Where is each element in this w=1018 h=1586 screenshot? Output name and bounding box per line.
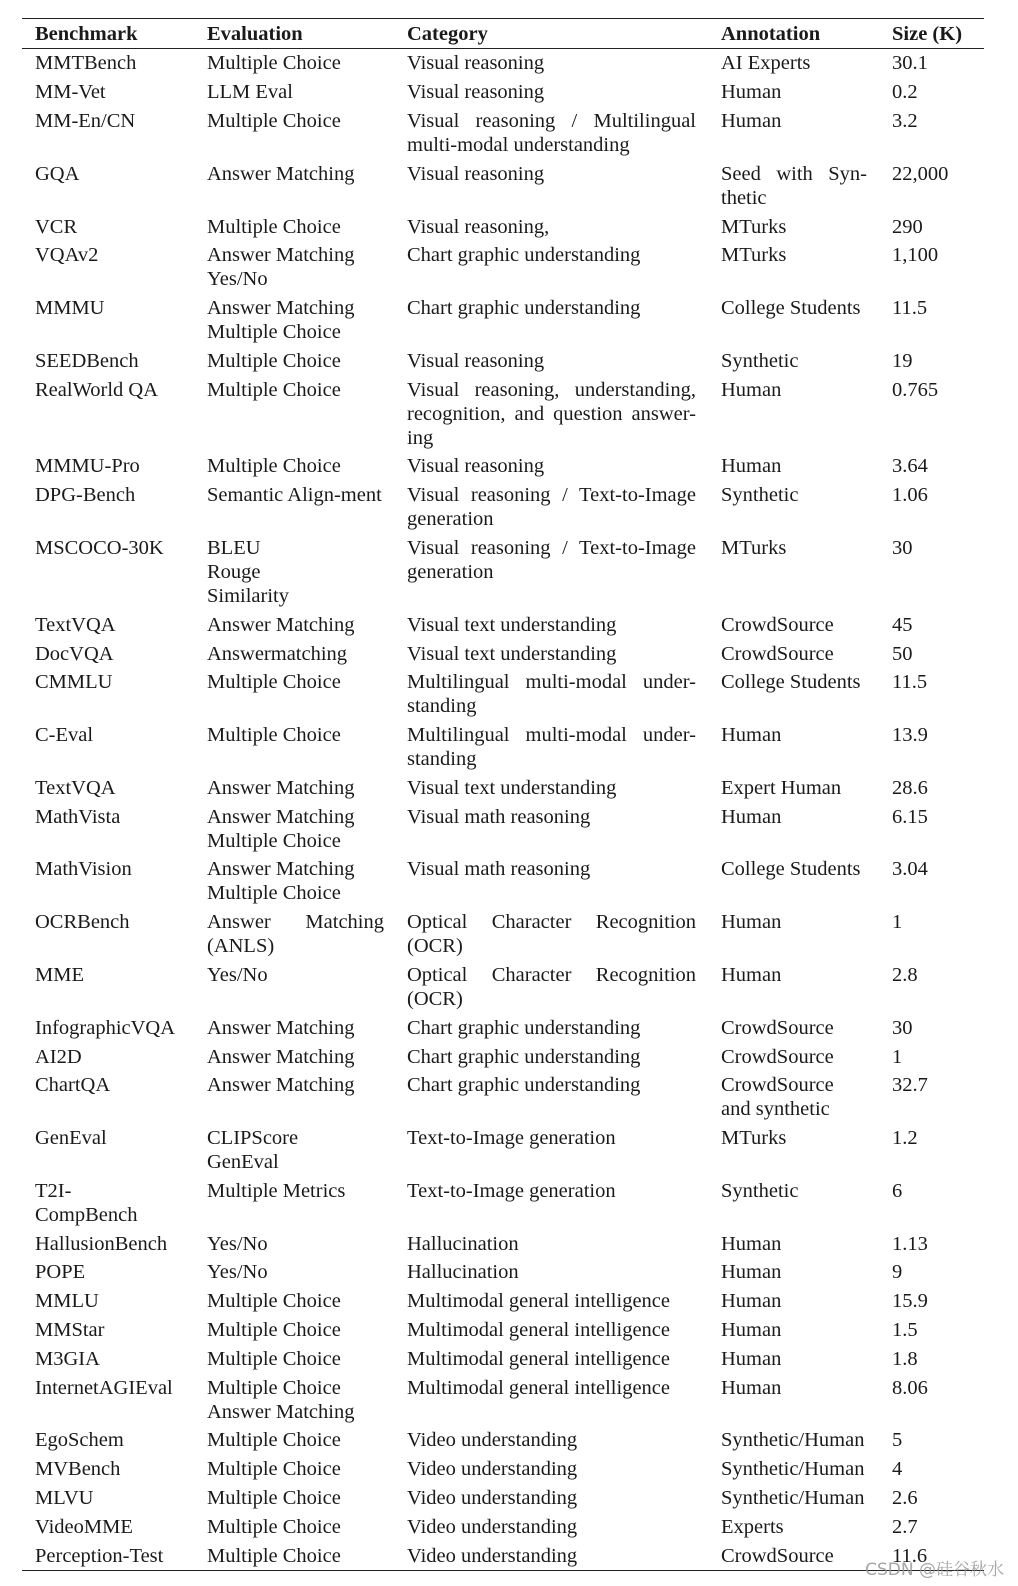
benchmark-cell: TextVQA <box>35 776 116 799</box>
size-cell: 22,000 <box>892 162 949 185</box>
annotation-cell: Synthetic/Human <box>721 1429 865 1452</box>
size-cell: 45 <box>892 613 913 636</box>
benchmark-cell: RealWorld QA <box>35 378 159 401</box>
category-cell: Multimodal general intelligence <box>407 1376 670 1399</box>
category-cell: Multimodal general intelligence <box>407 1319 670 1342</box>
benchmark-cell: InternetAGIEval <box>35 1376 173 1399</box>
annotation-cell: Expert Human <box>721 776 842 799</box>
benchmark-cell: MLVU <box>35 1486 94 1509</box>
evaluation-cell: Multiple Choice <box>207 52 341 75</box>
evaluation-cell-line: Multiple Choice <box>207 829 341 852</box>
evaluation-cell: Answer Matching <box>207 1016 355 1039</box>
benchmark-cell: GenEval <box>35 1127 107 1150</box>
size-cell: 1.8 <box>892 1347 918 1370</box>
table-row <box>22 1316 984 1345</box>
evaluation-cell-line: Answer Matching <box>207 1400 355 1423</box>
category-cell: Text-to-Image generation <box>407 1127 616 1150</box>
category-cell: Visual math reasoning <box>407 858 591 881</box>
annotation-cell: MTurks <box>721 1127 787 1150</box>
annotation-cell: Synthetic/Human <box>721 1458 865 1481</box>
table-row <box>22 639 984 668</box>
evaluation-cell: Multiple Choice <box>207 215 341 238</box>
evaluation-cell-line: Multiple Choice <box>207 321 341 344</box>
annotation-cell: Human <box>721 724 782 747</box>
evaluation-cell-line: Answer Matching <box>207 297 355 320</box>
evaluation-cell-line: Multiple Choice <box>207 882 341 905</box>
size-cell: 1.2 <box>892 1127 918 1150</box>
table-row <box>22 1042 984 1071</box>
category-cell: Multilingual multi-modal under-standing <box>407 724 696 771</box>
benchmark-table-container <box>22 18 984 1571</box>
benchmark-cell: MMTBench <box>35 52 137 75</box>
category-cell: Visual text understanding <box>407 776 617 799</box>
evaluation-cell: Multiple Choice <box>207 724 341 747</box>
annotation-cell: Synthetic <box>721 484 799 507</box>
category-cell: Video understanding <box>407 1515 578 1538</box>
table-row <box>22 1373 984 1426</box>
evaluation-cell: Yes/No <box>207 1232 268 1255</box>
evaluation-cell-line: Answer Matching <box>207 858 355 881</box>
table-row <box>22 668 984 721</box>
category-cell: Video understanding <box>394 1541 708 1570</box>
table-row <box>22 375 984 452</box>
category-cell: Multilingual multi-modal under-standing <box>407 671 696 718</box>
annotation-cell: Human <box>721 911 782 934</box>
benchmark-cell: Perception-Test <box>22 1541 194 1570</box>
annotation-cell-line: CrowdSource <box>721 1074 834 1097</box>
evaluation-cell: Multiple Choice <box>207 1515 341 1538</box>
category-cell: Optical Character Recognition (OCR) <box>407 964 696 1011</box>
evaluation-cell <box>194 1124 394 1177</box>
size-cell: 11.5 <box>892 297 928 320</box>
evaluation-cell: Answer Matching <box>207 776 355 799</box>
annotation-cell: Human <box>721 1376 782 1399</box>
evaluation-cell <box>194 294 394 347</box>
category-cell: Chart graphic understanding <box>407 297 641 320</box>
category-cell: Visual reasoning <box>407 162 545 185</box>
table-row <box>22 855 984 908</box>
table-row <box>22 1013 984 1042</box>
size-cell: 19 <box>892 349 913 372</box>
size-cell: 1,100 <box>892 244 939 267</box>
evaluation-cell-line: BLEU <box>207 536 261 559</box>
annotation-cell-line: and synthetic <box>721 1098 830 1121</box>
size-cell: 0.765 <box>892 378 939 401</box>
benchmark-cell: MMStar <box>35 1319 105 1342</box>
annotation-cell: College Students <box>721 671 861 694</box>
table-row <box>22 534 984 611</box>
table-row <box>22 1124 984 1177</box>
benchmark-cell: MMMU-Pro <box>35 455 140 478</box>
evaluation-cell-line: Rouge <box>207 560 261 583</box>
benchmark-cell: C-Eval <box>35 724 94 747</box>
benchmark-cell: M3GIA <box>35 1347 100 1370</box>
annotation-cell: Synthetic <box>721 349 799 372</box>
category-cell: Visual text understanding <box>407 642 617 665</box>
evaluation-cell: Answermatching <box>207 642 348 665</box>
table-row <box>22 721 984 774</box>
header-size: Size (K) <box>879 19 984 49</box>
size-cell: 290 <box>892 215 923 238</box>
evaluation-cell <box>194 534 394 611</box>
table-row <box>22 1229 984 1258</box>
category-cell: Chart graphic understanding <box>407 1016 641 1039</box>
size-cell: 6 <box>892 1179 903 1202</box>
table-row <box>22 481 984 534</box>
benchmark-cell: MathVista <box>35 805 121 828</box>
size-cell: 30 <box>892 536 913 559</box>
size-cell: 3.2 <box>892 109 918 132</box>
benchmark-cell: HallusionBench <box>35 1232 168 1255</box>
evaluation-cell: Multiple Choice <box>207 671 341 694</box>
header-category: Category <box>394 19 708 49</box>
size-cell: 30.1 <box>892 52 928 75</box>
benchmark-cell: EgoSchem <box>35 1429 124 1452</box>
annotation-cell: Synthetic/Human <box>721 1486 865 1509</box>
size-cell: 1 <box>892 1045 903 1068</box>
size-cell: 11.5 <box>892 671 928 694</box>
size-cell: 0.2 <box>892 81 918 104</box>
annotation-cell: Human <box>721 1319 782 1342</box>
evaluation-cell: Answer Matching <box>207 1074 355 1097</box>
evaluation-cell: Multiple Choice <box>207 1429 341 1452</box>
category-cell: Visual math reasoning <box>407 805 591 828</box>
table-row <box>22 241 984 294</box>
size-cell: 13.9 <box>892 724 928 747</box>
table-row <box>22 212 984 241</box>
table-row <box>22 107 984 160</box>
evaluation-cell: Multiple Choice <box>207 1486 341 1509</box>
annotation-cell: CrowdSource <box>721 642 834 665</box>
category-cell: Multimodal general intelligence <box>407 1347 670 1370</box>
size-cell: 1.13 <box>892 1232 928 1255</box>
benchmark-cell-line: CompBench <box>35 1203 138 1226</box>
benchmark-cell: InfographicVQA <box>35 1016 176 1039</box>
benchmark-cell: POPE <box>35 1261 86 1284</box>
table-body <box>22 49 984 1571</box>
category-cell: Visual reasoning <box>407 81 545 104</box>
benchmark-cell: ChartQA <box>35 1074 111 1097</box>
annotation-cell: College Students <box>721 858 861 881</box>
evaluation-cell-line: Similarity <box>207 584 289 607</box>
table-row <box>22 159 984 212</box>
benchmark-cell: CMMLU <box>35 671 113 694</box>
table-row <box>22 294 984 347</box>
annotation-cell: Seed with Syn-thetic <box>721 162 867 209</box>
annotation-cell: CrowdSource <box>708 1541 879 1570</box>
table-row <box>22 1344 984 1373</box>
table-row <box>22 452 984 481</box>
evaluation-cell-line: Yes/No <box>207 268 268 291</box>
table-row <box>22 1258 984 1287</box>
size-cell: 50 <box>892 642 913 665</box>
benchmark-cell: MathVision <box>35 858 132 881</box>
evaluation-cell: Multiple Choice <box>207 455 341 478</box>
category-cell: Visual reasoning <box>407 455 545 478</box>
table-row <box>22 802 984 855</box>
annotation-cell: Human <box>721 805 782 828</box>
size-cell: 4 <box>892 1458 903 1481</box>
benchmark-cell: VCR <box>35 215 78 238</box>
table-row <box>22 610 984 639</box>
category-cell: Chart graphic understanding <box>407 244 641 267</box>
table-row <box>22 78 984 107</box>
size-cell: 9 <box>892 1261 903 1284</box>
annotation-cell: Human <box>721 1232 782 1255</box>
evaluation-cell: Multiple Choice <box>207 1347 341 1370</box>
table-row <box>22 49 984 78</box>
evaluation-cell <box>194 802 394 855</box>
benchmark-cell: DPG-Bench <box>35 484 136 507</box>
annotation-cell: Human <box>721 1290 782 1313</box>
category-cell: Optical Character Recognition (OCR) <box>407 911 696 958</box>
table-row <box>22 1455 984 1484</box>
category-cell: Chart graphic understanding <box>407 1045 641 1068</box>
category-cell: Visual text understanding <box>407 613 617 636</box>
annotation-cell: Human <box>721 109 782 132</box>
size-cell: 1.5 <box>892 1319 918 1342</box>
annotation-cell: Human <box>721 1261 782 1284</box>
benchmark-cell: VQAv2 <box>35 244 99 267</box>
header-row <box>22 19 984 49</box>
evaluation-cell: Multiple Choice <box>207 349 341 372</box>
annotation-cell: College Students <box>721 297 861 320</box>
evaluation-cell-line: Answer Matching <box>207 244 355 267</box>
table-row <box>22 1071 984 1124</box>
category-cell: Video understanding <box>407 1429 578 1452</box>
annotation-cell: Human <box>721 455 782 478</box>
table-row <box>22 1287 984 1316</box>
evaluation-cell <box>194 1373 394 1426</box>
table-row <box>22 1541 984 1570</box>
benchmark-cell: DocVQA <box>35 642 114 665</box>
evaluation-cell: Multiple Metrics <box>207 1179 346 1202</box>
size-cell: 2.6 <box>892 1486 918 1509</box>
evaluation-cell: Multiple Choice <box>207 378 341 401</box>
benchmark-cell: SEEDBench <box>35 349 139 372</box>
annotation-cell: CrowdSource <box>721 1016 834 1039</box>
annotation-cell: CrowdSource <box>721 613 834 636</box>
category-cell: Video understanding <box>407 1458 578 1481</box>
benchmark-cell: MM-En/CN <box>35 109 136 132</box>
table-row <box>22 1426 984 1455</box>
table-row <box>22 908 984 961</box>
header-annotation: Annotation <box>708 19 879 49</box>
size-cell: 2.8 <box>892 964 918 987</box>
benchmark-cell: MSCOCO-30K <box>35 536 164 559</box>
table-row <box>22 1177 984 1230</box>
benchmark-cell: MMLU <box>35 1290 99 1313</box>
category-cell: Hallucination <box>407 1261 519 1284</box>
category-cell: Chart graphic understanding <box>407 1074 641 1097</box>
annotation-cell: CrowdSource <box>721 1045 834 1068</box>
annotation-cell: Human <box>721 964 782 987</box>
evaluation-cell <box>194 855 394 908</box>
size-cell: 11.6 <box>879 1541 984 1570</box>
evaluation-cell <box>194 241 394 294</box>
annotation-cell: Synthetic <box>721 1179 799 1202</box>
benchmark-cell: TextVQA <box>35 613 116 636</box>
benchmark-cell: GQA <box>35 162 80 185</box>
evaluation-cell: Answer Matching <box>207 162 355 185</box>
evaluation-cell: Yes/No <box>207 1261 268 1284</box>
size-cell: 3.04 <box>892 858 928 881</box>
benchmark-cell <box>22 1177 194 1230</box>
annotation-cell: MTurks <box>721 215 787 238</box>
annotation-cell: Experts <box>721 1515 784 1538</box>
category-cell: Hallucination <box>407 1232 519 1255</box>
table-row <box>22 774 984 803</box>
category-cell: Visual reasoning <box>407 52 545 75</box>
size-cell: 32.7 <box>892 1074 928 1097</box>
evaluation-cell: Answer Matching <box>207 613 355 636</box>
size-cell: 1 <box>892 911 903 934</box>
benchmark-cell-line: T2I- <box>35 1179 72 1202</box>
benchmark-cell: MME <box>35 964 84 987</box>
table-header <box>22 19 984 49</box>
size-cell: 6.15 <box>892 805 928 828</box>
size-cell: 30 <box>892 1016 913 1039</box>
benchmark-cell: MM-Vet <box>35 81 106 104</box>
evaluation-cell-line: CLIPScore <box>207 1127 299 1150</box>
evaluation-cell: Multiple Choice <box>207 1319 341 1342</box>
size-cell: 3.64 <box>892 455 928 478</box>
category-cell: Visual reasoning / Text-to-Image generation <box>407 536 696 583</box>
annotation-cell: MTurks <box>721 244 787 267</box>
size-cell: 1.06 <box>892 484 928 507</box>
category-cell: Text-to-Image generation <box>407 1179 616 1202</box>
size-cell: 15.9 <box>892 1290 928 1313</box>
benchmark-cell: VideoMME <box>35 1515 133 1538</box>
table-row <box>22 1512 984 1541</box>
category-cell: Visual reasoning <box>407 349 545 372</box>
benchmark-cell: MMMU <box>35 297 105 320</box>
category-cell: Visual reasoning / Text-to-Image generation <box>407 484 696 531</box>
category-cell: Visual reasoning, understanding, recognition, and question answer-ing <box>407 378 696 449</box>
annotation-cell: Human <box>721 378 782 401</box>
size-cell: 8.06 <box>892 1376 928 1399</box>
evaluation-cell: Answer Matching <box>207 1045 355 1068</box>
evaluation-cell: Semantic Align-ment <box>207 484 382 507</box>
annotation-cell: AI Experts <box>721 52 811 75</box>
header-benchmark: Benchmark <box>22 19 194 49</box>
evaluation-cell: Multiple Choice <box>207 1458 341 1481</box>
table-row <box>22 1484 984 1513</box>
size-cell: 2.7 <box>892 1515 918 1538</box>
evaluation-cell-line: Answer Matching <box>207 805 355 828</box>
evaluation-cell: LLM Eval <box>207 81 293 104</box>
annotation-cell <box>708 1071 879 1124</box>
evaluation-cell: Multiple Choice <box>207 109 341 132</box>
evaluation-cell: Answer Matching (ANLS) <box>207 911 384 958</box>
evaluation-cell: Multiple Choice <box>194 1541 394 1570</box>
annotation-cell: MTurks <box>721 536 787 559</box>
size-cell: 28.6 <box>892 776 928 799</box>
annotation-cell: Human <box>721 81 782 104</box>
benchmark-table <box>22 18 984 1571</box>
size-cell: 5 <box>892 1429 903 1452</box>
evaluation-cell: Yes/No <box>207 964 268 987</box>
category-cell: Multimodal general intelligence <box>407 1290 670 1313</box>
evaluation-cell-line: Multiple Choice <box>207 1376 341 1399</box>
header-evaluation: Evaluation <box>194 19 394 49</box>
benchmark-cell: MVBench <box>35 1458 121 1481</box>
category-cell: Visual reasoning / Multilingual multi-modal understanding <box>407 109 696 156</box>
category-cell: Video understanding <box>407 1486 578 1509</box>
table-row <box>22 961 984 1014</box>
benchmark-cell: AI2D <box>35 1045 82 1068</box>
evaluation-cell: Multiple Choice <box>207 1290 341 1313</box>
category-cell: Visual reasoning, <box>407 215 550 238</box>
table-row <box>22 346 984 375</box>
annotation-cell: Human <box>721 1347 782 1370</box>
benchmark-cell: OCRBench <box>35 911 130 934</box>
watermark: CSDN @硅谷秋水 <box>865 1560 1004 1580</box>
evaluation-cell-line: GenEval <box>207 1151 279 1174</box>
